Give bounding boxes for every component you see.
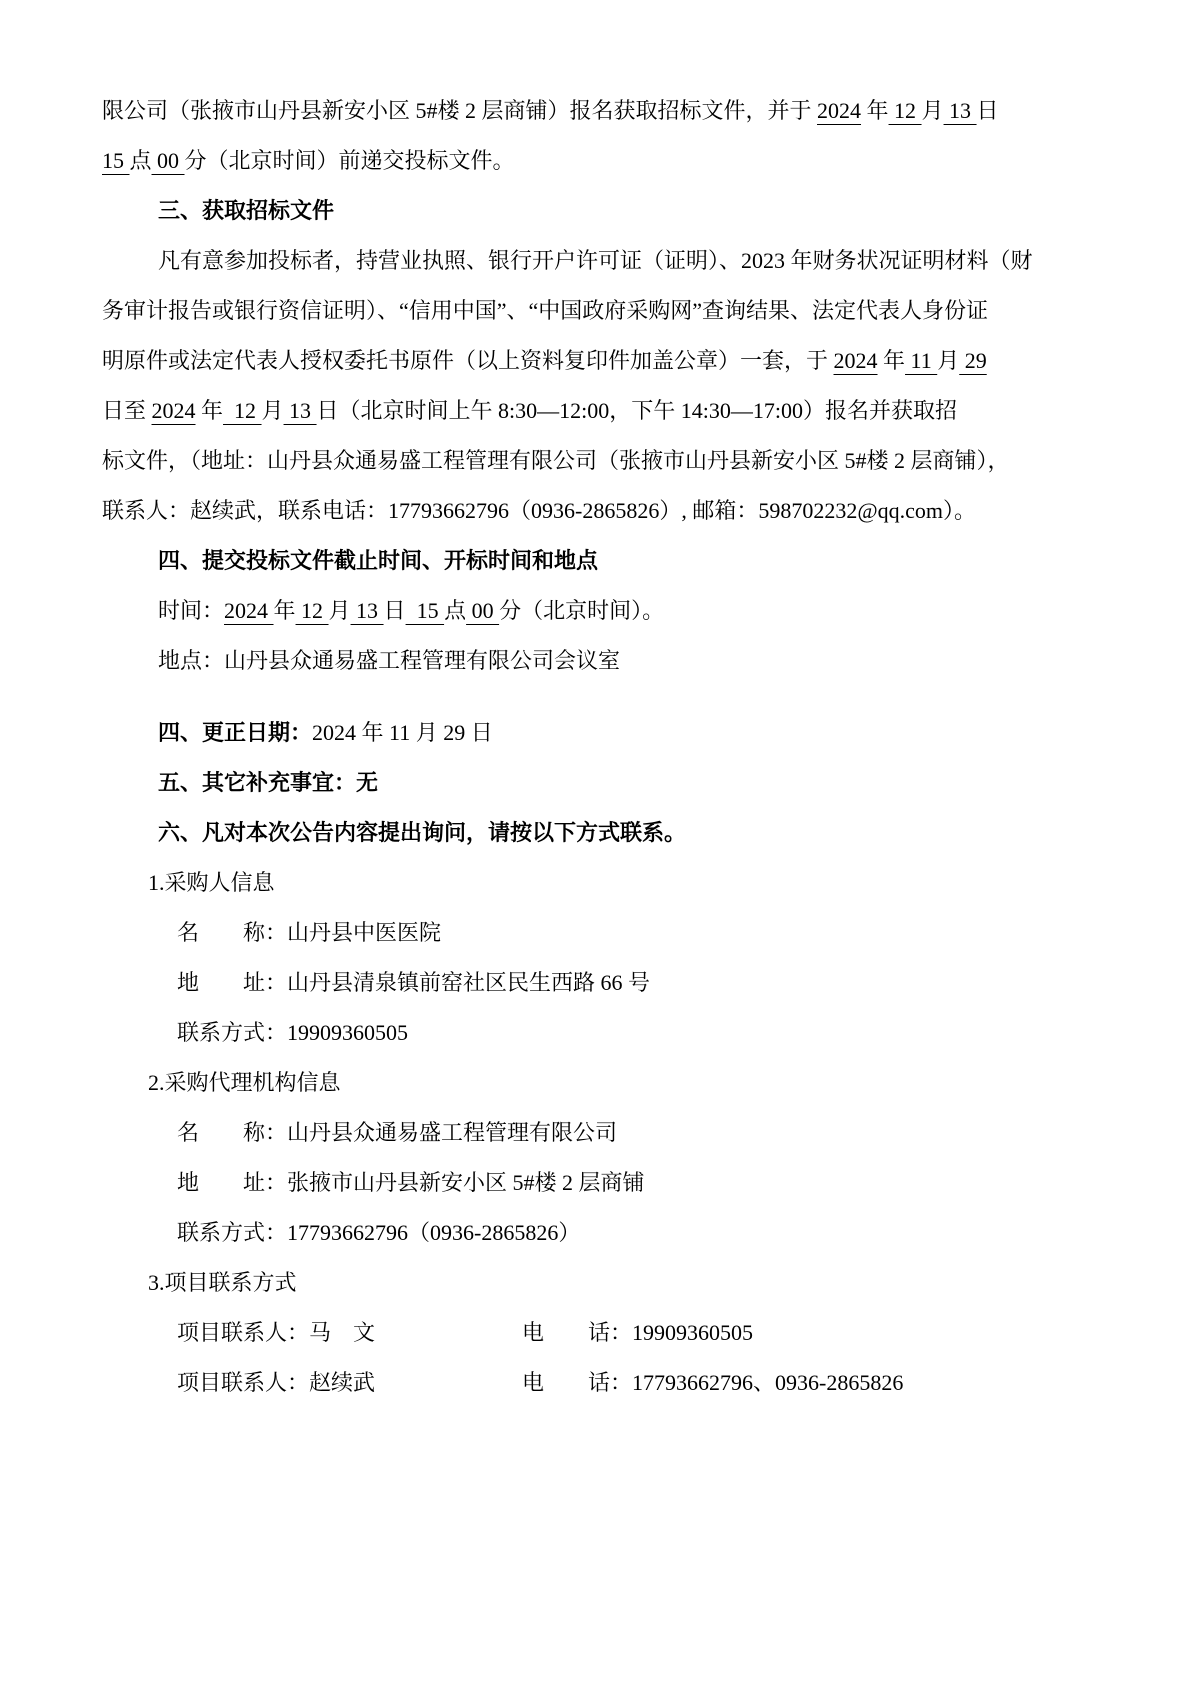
underlined-text: 00	[151, 148, 185, 173]
para-obtain-line3	[102, 336, 1095, 386]
bold-heading-text: 六、凡对本次公告内容提出询问，请按以下方式联系。	[158, 820, 687, 845]
underlined-text: 11	[905, 348, 938, 373]
text-segment: 时间：	[158, 598, 225, 623]
text-segment: 电 话：19909360505	[522, 1320, 754, 1345]
heading-section-5	[102, 758, 1095, 808]
text-segment: 联系方式：17793662796（0936-2865826）	[177, 1220, 581, 1245]
project-contact-row-1	[102, 1308, 1095, 1358]
text-segment: 明原件或法定代表人授权委托书原件（以上资料复印件加盖公章）一套，于	[102, 348, 834, 373]
heading-section-3	[102, 186, 1095, 236]
text-segment: 地点：山丹县众通易盛工程管理有限公司会议室	[158, 648, 621, 673]
text-segment: 限公司（张掖市山丹县新安小区 5#楼 2 层商铺）报名获取招标文件，并于	[102, 98, 818, 123]
heading-correction-date	[102, 708, 1095, 758]
text-segment: 日	[383, 598, 406, 623]
text-segment: 年	[195, 398, 224, 423]
contact-phone-cell	[522, 1370, 903, 1395]
agency-address-line	[102, 1158, 1095, 1208]
text-segment: 电 话：17793662796、0936-2865826	[522, 1370, 904, 1395]
text-segment: 名 称：山丹县众通易盛工程管理有限公司	[177, 1120, 618, 1145]
text-segment: 分（北京时间）前递交投标文件。	[184, 148, 515, 173]
agency-name-line	[102, 1108, 1095, 1158]
bold-heading-text: 四、更正日期：	[158, 720, 313, 745]
underlined-text: 2024	[224, 598, 274, 623]
underlined-text: 12	[295, 598, 329, 623]
text-segment: 年	[877, 348, 906, 373]
project-contact-row-2	[102, 1358, 1095, 1408]
underlined-text: 15	[405, 598, 445, 623]
underlined-text: 2024	[833, 348, 878, 373]
text-segment: 名 称：山丹县中医医院	[177, 920, 442, 945]
text-segment: 1.采购人信息	[148, 870, 275, 895]
text-segment: 月	[921, 98, 944, 123]
underlined-text: 15	[102, 148, 130, 173]
text-segment: 月	[328, 598, 351, 623]
text-segment: 年	[273, 598, 296, 623]
purchaser-name-line	[102, 908, 1095, 958]
text-segment: 点	[444, 598, 467, 623]
underlined-text: 2024	[151, 398, 196, 423]
bold-heading-text: 五、其它补充事宜：无	[158, 770, 379, 795]
heading-section-4-submission	[102, 536, 1095, 586]
underlined-text: 00	[466, 598, 500, 623]
agency-contact-line	[102, 1208, 1095, 1258]
contact-phone-cell	[522, 1320, 753, 1345]
para-obtain-line2	[102, 286, 1095, 336]
underlined-text: 12	[888, 98, 922, 123]
submission-time-line	[102, 586, 1095, 636]
text-segment: 地 址：张掖市山丹县新安小区 5#楼 2 层商铺	[177, 1170, 645, 1195]
submission-place-line	[102, 636, 1095, 686]
underlined-text: 13	[943, 98, 977, 123]
text-segment: 月	[261, 398, 284, 423]
contact-person-cell	[177, 1308, 522, 1358]
para-obtain-line1	[102, 236, 1095, 286]
text-segment: 标文件，（地址：山丹县众通易盛工程管理有限公司（张掖市山丹县新安小区 5#楼 2 层商铺），	[102, 448, 1010, 473]
agency-info-title	[102, 1058, 1095, 1108]
text-segment: 年	[861, 98, 889, 123]
text-segment: 项目联系人：赵续武	[177, 1370, 376, 1395]
underlined-text: 29	[959, 348, 987, 373]
bold-heading-text: 三、获取招标文件	[158, 198, 335, 223]
text-segment: 联系方式：19909360505	[177, 1020, 409, 1045]
text-segment: 日至	[102, 398, 152, 423]
underlined-text: 13	[283, 398, 317, 423]
purchaser-address-line	[102, 958, 1095, 1008]
para-submit-deadline-line1	[102, 86, 1095, 136]
text-segment: 3.项目联系方式	[148, 1270, 297, 1295]
para-obtain-line6	[102, 486, 1095, 536]
purchaser-info-title	[102, 858, 1095, 908]
underlined-text: 2024	[817, 98, 862, 123]
text-segment: 月	[937, 348, 960, 373]
text-segment: 日（北京时间上午 8:30—12:00，下午 14:30—17:00）报名并获取招	[316, 398, 957, 423]
text-segment: 点	[129, 148, 152, 173]
purchaser-contact-line	[102, 1008, 1095, 1058]
para-submit-deadline-line2	[102, 136, 1095, 186]
underlined-text: 13	[350, 598, 384, 623]
text-segment: 2024 年 11 月 29 日	[312, 720, 493, 745]
text-segment: 凡有意参加投标者，持营业执照、银行开户许可证（证明）、2023 年财务状况证明材料（财	[158, 248, 1033, 273]
bold-heading-text: 四、提交投标文件截止时间、开标时间和地点	[158, 548, 599, 573]
text-segment: 地 址：山丹县清泉镇前窑社区民生西路 66 号	[177, 970, 651, 995]
underlined-text: 12	[223, 398, 262, 423]
text-segment: 务审计报告或银行资信证明）、“信用中国”、“中国政府采购网”查询结果、法定代表人身份证	[102, 298, 989, 323]
project-contact-title	[102, 1258, 1095, 1308]
para-obtain-line4	[102, 386, 1095, 436]
text-segment: 分（北京时间）。	[499, 598, 665, 623]
text-segment: 2.采购代理机构信息	[148, 1070, 341, 1095]
text-segment: 项目联系人：马 文	[177, 1320, 376, 1345]
text-segment: 日	[976, 98, 999, 123]
text-segment: 联系人：赵续武，联系电话：17793662796（0936-2865826）, 邮箱：598702232@qq.com）。	[102, 498, 976, 523]
para-obtain-line5	[102, 436, 1095, 486]
heading-section-6	[102, 808, 1095, 858]
contact-person-cell	[177, 1358, 522, 1408]
